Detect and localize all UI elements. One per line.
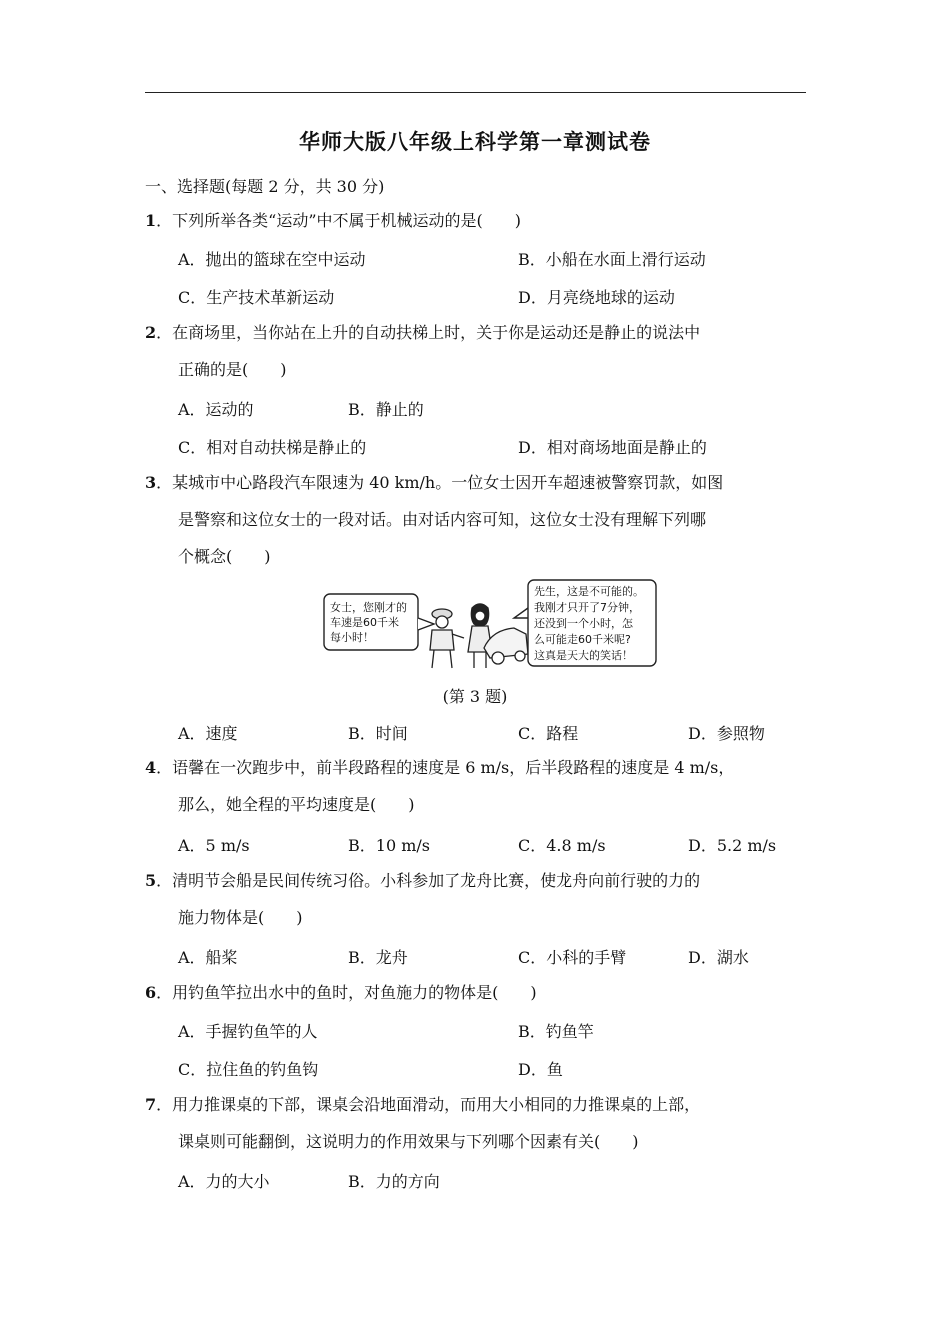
option-4a[interactable]: A．5 m/s xyxy=(178,836,250,855)
question-text-cont: 个概念( ) xyxy=(178,547,271,566)
option-2a[interactable]: A．运动的 xyxy=(178,400,254,419)
option-4d[interactable]: D．5.2 m/s xyxy=(688,836,777,855)
option-3d[interactable]: D．参照物 xyxy=(688,724,765,743)
option-5b[interactable]: B．龙舟 xyxy=(348,948,408,967)
question-4 xyxy=(145,749,810,823)
car-illustration xyxy=(484,628,528,664)
woman-bubble-line: 我刚才只开了7分钟， xyxy=(534,601,640,614)
question-7 xyxy=(145,1086,810,1160)
question-number: 7 xyxy=(145,1095,157,1114)
option-3c[interactable]: C．路程 xyxy=(518,724,579,743)
woman-bubble-line: 这真是天大的笑话！ xyxy=(534,649,633,662)
question-3 xyxy=(145,464,810,575)
question-6 xyxy=(145,974,810,1011)
option-1a[interactable]: A．抛出的篮球在空中运动 xyxy=(178,250,366,269)
question-text: ．用力推课桌的下部，课桌会沿地面滑动，而用大小相同的力推课桌的上部， xyxy=(156,1095,701,1114)
police-bubble-line: 每小时！ xyxy=(330,631,374,644)
question-text: ．用钓鱼竿拉出水中的鱼时，对鱼施力的物体是( ) xyxy=(156,983,537,1002)
police-officer-illustration xyxy=(430,609,464,668)
question-text-cont: 正确的是( ) xyxy=(178,360,287,379)
option-4b[interactable]: B．10 m/s xyxy=(348,836,430,855)
option-6a[interactable]: A．手握钓鱼竿的人 xyxy=(178,1022,318,1041)
question-text-cont: 是警察和这位女士的一段对话。由对话内容可知，这位女士没有理解下列哪 xyxy=(178,510,707,529)
woman-bubble-line: 先生，这是不可能的。 xyxy=(534,585,644,598)
question-2 xyxy=(145,314,810,388)
option-7a[interactable]: A．力的大小 xyxy=(178,1172,270,1191)
woman-illustration xyxy=(468,604,492,668)
dialogue-figure xyxy=(322,578,658,672)
option-2b[interactable]: B．静止的 xyxy=(348,400,424,419)
option-2c[interactable]: C．相对自动扶梯是静止的 xyxy=(178,438,367,457)
question-5 xyxy=(145,862,810,936)
option-5c[interactable]: C．小科的手臂 xyxy=(518,948,627,967)
option-1c[interactable]: C．生产技术革新运动 xyxy=(178,288,335,307)
option-5a[interactable]: A．船桨 xyxy=(178,948,238,967)
question-number: 4 xyxy=(145,758,157,777)
figure-caption: (第 3 题) xyxy=(442,687,508,706)
question-text: ．语馨在一次跑步中，前半段路程的速度是 6 m/s，后半段路程的速度是 4 m/s， xyxy=(156,758,735,777)
question-number: 6 xyxy=(145,983,157,1002)
question-number: 1 xyxy=(145,211,157,230)
question-text: ．在商场里，当你站在上升的自动扶梯上时，关于你是运动还是静止的说法中 xyxy=(156,323,701,342)
option-5d[interactable]: D．湖水 xyxy=(688,948,749,967)
woman-bubble-line: 还没到一个小时，怎 xyxy=(534,617,633,630)
option-7b[interactable]: B．力的方向 xyxy=(348,1172,440,1191)
question-text: ．某城市中心路段汽车限速为 40 km/h。一位女士因开车超速被警察罚款，如图 xyxy=(156,473,724,492)
option-3b[interactable]: B．时间 xyxy=(348,724,408,743)
option-6d[interactable]: D．鱼 xyxy=(518,1060,563,1079)
option-1d[interactable]: D．月亮绕地球的运动 xyxy=(518,288,675,307)
question-number: 3 xyxy=(145,473,157,492)
page-title: 华师大版八年级上科学第一章测试卷 xyxy=(299,130,651,154)
question-text: ．清明节会船是民间传统习俗。小科参加了龙舟比赛，使龙舟向前行驶的力的 xyxy=(156,871,701,890)
question-number: 5 xyxy=(145,871,157,890)
question-text-cont: 那么，她全程的平均速度是( ) xyxy=(178,795,415,814)
option-6b[interactable]: B．钓鱼竿 xyxy=(518,1022,594,1041)
police-bubble-line: 女士，您刚才的 xyxy=(330,601,407,614)
question-text: ．下列所举各类“运动”中不属于机械运动的是( ) xyxy=(156,211,521,230)
svg-text:先生，这是不可能的。 我刚才只开了7分钟， xyxy=(534,584,648,662)
option-4c[interactable]: C．4.8 m/s xyxy=(518,836,606,855)
option-3a[interactable]: A．速度 xyxy=(178,724,238,743)
question-text-cont: 施力物体是( ) xyxy=(178,908,303,927)
option-1b[interactable]: B．小船在水面上滑行运动 xyxy=(518,250,706,269)
question-text-cont: 课桌则可能翻倒，这说明力的作用效果与下列哪个因素有关( ) xyxy=(178,1132,639,1151)
header-rule xyxy=(145,92,806,93)
woman-bubble-line: 么可能走60千米呢? xyxy=(534,633,631,646)
option-6c[interactable]: C．拉住鱼的钓鱼钩 xyxy=(178,1060,319,1079)
police-bubble-line: 车速是60千米 xyxy=(330,616,399,629)
section-heading: 一、选择题(每题 2 分，共 30 分) xyxy=(145,177,385,196)
question-1 xyxy=(145,202,810,239)
question-number: 2 xyxy=(145,323,157,342)
option-2d[interactable]: D．相对商场地面是静止的 xyxy=(518,438,707,457)
